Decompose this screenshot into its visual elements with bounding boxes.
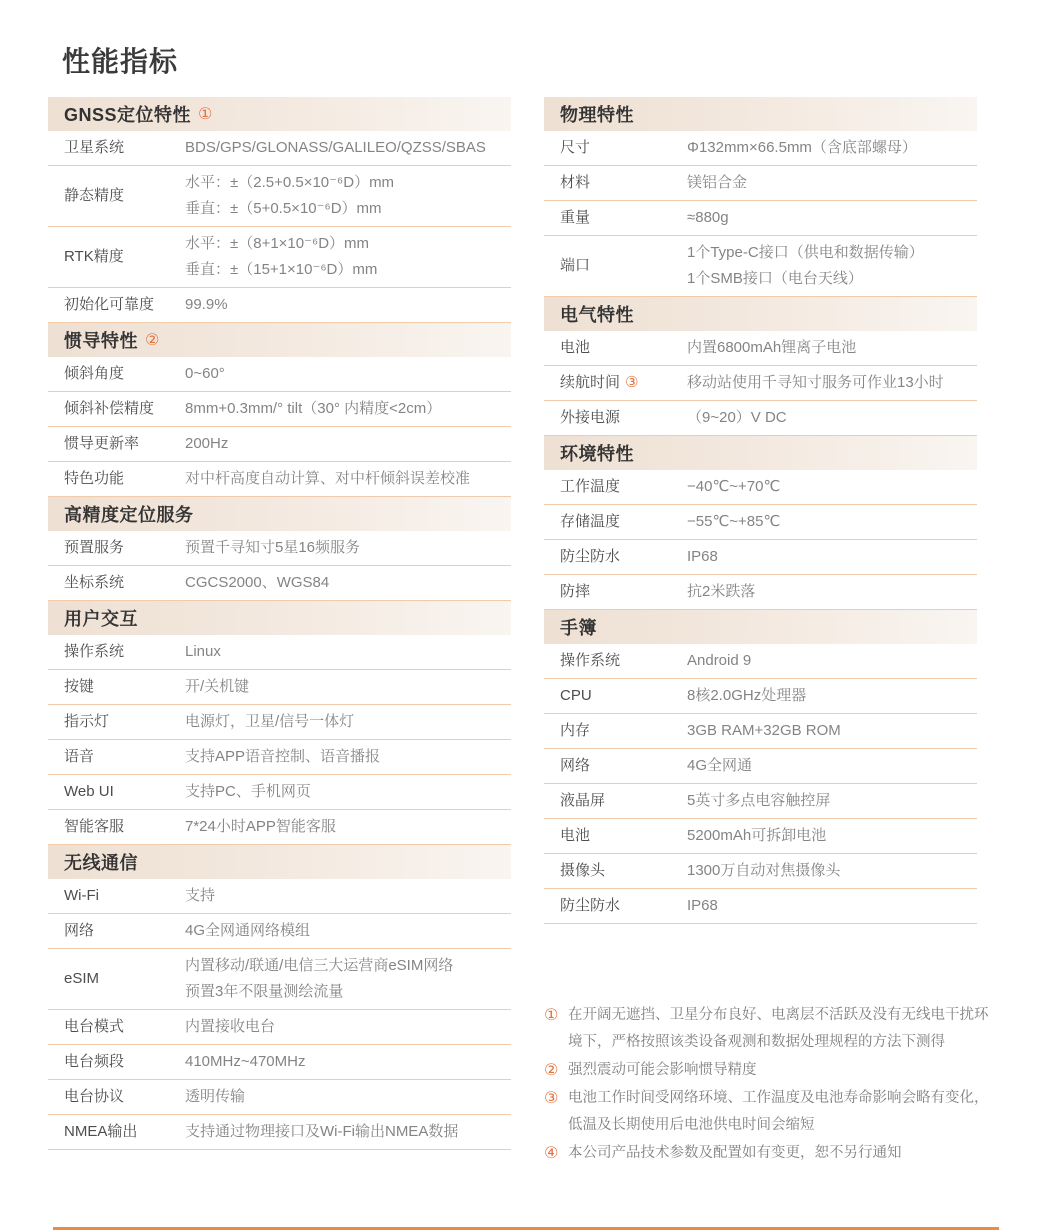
spec-value-line: 8核2.0GHz处理器 xyxy=(687,687,807,704)
spec-label xyxy=(48,1122,185,1142)
spec-value-line: Φ132mm×66.5mm（含底部螺母） xyxy=(687,139,917,156)
footnote xyxy=(544,1085,996,1139)
section-title: GNSS定位特性 xyxy=(64,105,192,125)
spec-row xyxy=(48,879,511,914)
spec-value-line: 5200mAh可拆卸电池 xyxy=(687,827,827,844)
spec-label-text: 电池 xyxy=(560,339,591,356)
spec-value-line: 支持通过物理接口及Wi-Fi输出NMEA数据 xyxy=(185,1123,459,1140)
spec-value xyxy=(185,231,377,283)
spec-row xyxy=(544,749,977,784)
spec-row xyxy=(544,401,977,436)
spec-label-text: RTK精度 xyxy=(64,248,124,265)
spec-label xyxy=(544,373,687,393)
spec-value-line: 支持 xyxy=(185,887,216,904)
section-header xyxy=(544,297,977,331)
spec-value xyxy=(185,1084,245,1110)
spec-value-line: 200Hz xyxy=(185,435,229,452)
spec-label-text: 智能客服 xyxy=(64,818,125,835)
spec-label-text: 惯导更新率 xyxy=(64,435,140,452)
spec-value xyxy=(185,779,311,805)
section-header xyxy=(48,323,511,357)
section-title: 手簿 xyxy=(560,618,597,638)
section-header xyxy=(544,97,977,131)
spec-label xyxy=(544,582,687,602)
spec-value-line: 99.9% xyxy=(185,296,228,313)
footnote-marker: ④ xyxy=(544,1145,559,1162)
spec-label xyxy=(48,295,185,315)
spec-value xyxy=(185,1049,305,1075)
spec-label-text: Wi-Fi xyxy=(64,887,99,904)
spec-label-text: 端口 xyxy=(560,257,591,274)
spec-value-line: Linux xyxy=(185,643,221,660)
spec-row xyxy=(48,705,511,740)
spec-row xyxy=(544,889,977,924)
spec-value-line: 内置6800mAh锂离子电池 xyxy=(687,339,857,356)
spec-label xyxy=(48,1017,185,1037)
footnote-marker: ② xyxy=(544,1062,559,1079)
spec-value-line: 7*24小时APP智能客服 xyxy=(185,818,336,835)
spec-label xyxy=(544,173,687,193)
spec-row xyxy=(48,566,511,601)
bottom-rule xyxy=(53,1227,999,1230)
spec-label-text: 内存 xyxy=(560,722,591,739)
spec-label-text: 尺寸 xyxy=(560,139,591,156)
section-title: 环境特性 xyxy=(560,444,634,464)
spec-label xyxy=(48,921,185,941)
spec-value-line: 预置3年不限量测绘流量 xyxy=(185,983,344,1000)
spec-label-text: 材料 xyxy=(560,174,591,191)
section-header xyxy=(48,845,511,879)
spec-value xyxy=(687,205,729,231)
spec-value xyxy=(185,431,228,457)
spec-value xyxy=(687,240,924,292)
spec-value-line: 410MHz~470MHz xyxy=(185,1053,306,1070)
page-title: 性能指标 xyxy=(62,46,179,77)
spec-value-line: IP68 xyxy=(687,897,718,914)
spec-label xyxy=(544,826,687,846)
spec-label-text: 电台模式 xyxy=(64,1018,125,1035)
spec-column-right xyxy=(544,97,977,924)
spec-label xyxy=(544,756,687,776)
spec-value xyxy=(687,509,780,535)
spec-label-text: 摄像头 xyxy=(560,862,606,879)
spec-label-text: 电池 xyxy=(560,827,591,844)
spec-row xyxy=(48,775,511,810)
section-header xyxy=(544,436,977,470)
spec-value-line: 5英寸多点电容触控屏 xyxy=(687,792,831,809)
section-header xyxy=(48,601,511,635)
spec-row xyxy=(544,505,977,540)
spec-row xyxy=(48,1010,511,1045)
spec-value-line: 1个SMB接口（电台天线） xyxy=(687,270,863,287)
spec-value-line: 垂直：±（5+0.5×10⁻⁶D）mm xyxy=(185,200,382,217)
spec-value-line: 移动站使用千寻知寸服务可作业13小时 xyxy=(687,374,944,391)
spec-value xyxy=(687,170,747,196)
spec-row xyxy=(544,714,977,749)
spec-row xyxy=(48,914,511,949)
spec-value xyxy=(185,1014,275,1040)
spec-row xyxy=(544,540,977,575)
spec-label-text: 防尘防水 xyxy=(560,897,621,914)
spec-label xyxy=(48,677,185,697)
spec-label xyxy=(48,886,185,906)
spec-label-text: 指示灯 xyxy=(64,713,110,730)
spec-value-line: Android 9 xyxy=(687,652,752,669)
spec-label-text: 预置服务 xyxy=(64,539,125,556)
spec-label-text: 倾斜角度 xyxy=(64,365,125,382)
footnote-text: 强烈震动可能会影响惯导精度 xyxy=(568,1062,757,1078)
spec-label xyxy=(48,247,185,267)
spec-label xyxy=(48,642,185,662)
spec-label xyxy=(544,338,687,358)
spec-value-line: 支持APP语音控制、语音播报 xyxy=(185,748,381,765)
spec-value xyxy=(687,753,752,779)
spec-value xyxy=(687,474,780,500)
spec-value xyxy=(185,292,228,318)
spec-value xyxy=(185,1119,458,1145)
spec-label xyxy=(544,512,687,532)
spec-row xyxy=(48,288,511,323)
spec-label-text: 静态精度 xyxy=(64,187,125,204)
spec-value-line: −40℃~+70℃ xyxy=(687,478,781,495)
spec-value-line: 支持PC、手机网页 xyxy=(185,783,311,800)
spec-label xyxy=(544,256,687,276)
spec-value-line: −55℃~+85℃ xyxy=(687,513,781,530)
footnote xyxy=(544,1140,996,1167)
spec-value xyxy=(687,405,787,431)
spec-label-text: 存储温度 xyxy=(560,513,621,530)
spec-label-text: 电台频段 xyxy=(64,1053,125,1070)
spec-label xyxy=(48,782,185,802)
spec-value xyxy=(687,370,944,396)
footnote-marker: ① xyxy=(544,1007,559,1024)
spec-label-text: 外接电源 xyxy=(560,409,621,426)
spec-label xyxy=(48,1052,185,1072)
spec-label-text: Web UI xyxy=(64,783,114,800)
spec-row xyxy=(48,810,511,845)
spec-label xyxy=(48,434,185,454)
spec-label-text: 操作系统 xyxy=(64,643,125,660)
section-header xyxy=(544,610,977,644)
spec-value xyxy=(185,744,380,770)
spec-row xyxy=(48,531,511,566)
spec-value xyxy=(687,579,755,605)
spec-value xyxy=(185,396,441,422)
spec-label-text: eSIM xyxy=(64,970,100,987)
spec-row xyxy=(544,470,977,505)
footnote-text: 本公司产品技术参数及配置如有变更，恕不另行通知 xyxy=(568,1145,902,1161)
spec-row xyxy=(48,427,511,462)
section-title: 高精度定位服务 xyxy=(64,505,194,525)
spec-row xyxy=(48,1080,511,1115)
footnote xyxy=(544,1057,996,1084)
spec-value-line: 0~60° xyxy=(185,365,225,382)
spec-label xyxy=(544,791,687,811)
spec-label-text: 特色功能 xyxy=(64,470,125,487)
spec-label-text: 工作温度 xyxy=(560,478,621,495)
spec-row xyxy=(48,166,511,227)
spec-value-line: 3GB RAM+32GB ROM xyxy=(687,722,841,739)
spec-value xyxy=(185,918,310,944)
spec-row xyxy=(48,670,511,705)
spec-value-line: 预置千寻知寸5星16频服务 xyxy=(185,539,361,556)
footnote-ref-marker: ① xyxy=(198,106,213,123)
spec-row xyxy=(48,462,511,497)
spec-label xyxy=(48,712,185,732)
spec-row xyxy=(48,740,511,775)
spec-value-line: BDS/GPS/GLONASS/GALILEO/QZSS/SBAS xyxy=(185,139,486,156)
spec-label-text: CPU xyxy=(560,687,592,704)
spec-label xyxy=(48,469,185,489)
spec-row xyxy=(544,166,977,201)
spec-value xyxy=(687,683,806,709)
spec-label xyxy=(48,538,185,558)
spec-value xyxy=(687,648,751,674)
spec-label-text: 按键 xyxy=(64,678,95,695)
spec-label xyxy=(48,747,185,767)
spec-row xyxy=(48,357,511,392)
spec-row xyxy=(48,131,511,166)
spec-value xyxy=(687,858,840,884)
spec-label xyxy=(544,408,687,428)
spec-row xyxy=(544,854,977,889)
spec-row xyxy=(544,236,977,297)
spec-row xyxy=(544,575,977,610)
spec-label-text: 网络 xyxy=(560,757,591,774)
spec-row xyxy=(544,366,977,401)
spec-row xyxy=(48,1115,511,1150)
spec-value-line: 水平：±（8+1×10⁻⁶D）mm xyxy=(185,235,370,252)
footnote-marker: ③ xyxy=(544,1090,559,1107)
spec-label xyxy=(544,861,687,881)
spec-value-line: 电源灯，卫星/信号一体灯 xyxy=(185,713,355,730)
spec-value-line: （9~20）V DC xyxy=(687,409,787,426)
spec-value xyxy=(687,893,718,919)
spec-label xyxy=(544,651,687,671)
spec-label-text: 坐标系统 xyxy=(64,574,125,591)
spec-row xyxy=(48,1045,511,1080)
section-title: 无线通信 xyxy=(64,853,138,873)
footnote-text: 电池工作时间受网络环境、工作温度及电池寿命影响会略有变化，低温及长期使用后电池供电时间会缩短 xyxy=(568,1090,989,1133)
spec-value-line: 1个Type-C接口（供电和数据传输） xyxy=(687,244,924,261)
spec-label-text: 操作系统 xyxy=(560,652,621,669)
spec-label-text: 液晶屏 xyxy=(560,792,606,809)
spec-value-line: 1300万自动对焦摄像头 xyxy=(687,862,841,879)
spec-label-text: 重量 xyxy=(560,209,591,226)
spec-value-line: 对中杆高度自动计算、对中杆倾斜误差校准 xyxy=(185,470,471,487)
section-header xyxy=(48,497,511,531)
spec-value-line: 水平：±（2.5+0.5×10⁻⁶D）mm xyxy=(185,174,395,191)
spec-label xyxy=(544,721,687,741)
spec-label-text: 续航时间 xyxy=(560,374,621,391)
spec-value-line: 开/关机键 xyxy=(185,678,250,695)
spec-label xyxy=(544,547,687,567)
spec-value-line: 内置移动/联通/电信三大运营商eSIM网络 xyxy=(185,957,454,974)
spec-value-line: 抗2米跌落 xyxy=(687,583,756,600)
spec-label-text: 电台协议 xyxy=(64,1088,125,1105)
spec-value xyxy=(185,953,453,1005)
spec-value xyxy=(185,135,486,161)
spec-row xyxy=(544,784,977,819)
spec-value-line: 内置接收电台 xyxy=(185,1018,276,1035)
spec-row xyxy=(544,201,977,236)
spec-row xyxy=(544,819,977,854)
spec-label-text: 网络 xyxy=(64,922,95,939)
spec-label xyxy=(48,138,185,158)
spec-value xyxy=(687,135,917,161)
spec-row xyxy=(48,635,511,670)
footnote-text: 在开阔无遮挡、卫星分布良好、电离层不活跃及没有无线电干扰环境下，严格按照该类设备观测和数据处理规程的方法下测得 xyxy=(568,1007,989,1050)
footnote xyxy=(544,1002,996,1056)
spec-row xyxy=(544,644,977,679)
spec-value xyxy=(185,639,221,665)
spec-value xyxy=(687,823,826,849)
spec-value xyxy=(185,535,360,561)
spec-row xyxy=(544,679,977,714)
spec-row xyxy=(544,331,977,366)
spec-label xyxy=(48,573,185,593)
spec-label xyxy=(544,686,687,706)
section-title: 用户交互 xyxy=(64,609,138,629)
spec-label xyxy=(48,817,185,837)
spec-value-line: 透明传输 xyxy=(185,1088,246,1105)
spec-value xyxy=(687,544,718,570)
spec-label xyxy=(544,477,687,497)
spec-value-line: 垂直：±（15+1×10⁻⁶D）mm xyxy=(185,261,378,278)
spec-value-line: 8mm+0.3mm/° tilt（30° 内精度<2cm） xyxy=(185,400,442,417)
spec-label xyxy=(544,896,687,916)
spec-label xyxy=(48,364,185,384)
spec-label-text: NMEA输出 xyxy=(64,1123,138,1140)
section-header xyxy=(48,97,511,131)
spec-row xyxy=(48,227,511,288)
spec-value xyxy=(185,674,249,700)
spec-row xyxy=(544,131,977,166)
spec-value xyxy=(185,709,354,735)
spec-value-line: 4G全网通网络模组 xyxy=(185,922,311,939)
spec-label-text: 卫星系统 xyxy=(64,139,125,156)
spec-label xyxy=(544,208,687,228)
spec-value xyxy=(185,883,215,909)
spec-value xyxy=(185,570,329,596)
spec-value-line: ≈880g xyxy=(687,209,729,226)
spec-value-line: 镁铝合金 xyxy=(687,174,748,191)
spec-label-text: 防摔 xyxy=(560,583,591,600)
footnote-ref-marker: ② xyxy=(145,332,160,349)
spec-value xyxy=(185,361,225,387)
footnote-ref-marker: ③ xyxy=(625,374,639,391)
spec-row xyxy=(48,392,511,427)
spec-value-line: CGCS2000、WGS84 xyxy=(185,574,330,591)
section-title: 电气特性 xyxy=(560,305,634,325)
spec-label xyxy=(48,969,185,989)
spec-column-left xyxy=(48,97,511,1150)
footnotes xyxy=(544,1002,996,1168)
spec-label-text: 初始化可靠度 xyxy=(64,296,155,313)
spec-value xyxy=(687,335,856,361)
spec-value-line: 4G全网通 xyxy=(687,757,753,774)
spec-row xyxy=(48,949,511,1010)
spec-label xyxy=(48,186,185,206)
spec-value xyxy=(185,170,394,222)
spec-label xyxy=(544,138,687,158)
section-title: 物理特性 xyxy=(560,105,634,125)
spec-label xyxy=(48,399,185,419)
spec-value xyxy=(185,466,470,492)
spec-value xyxy=(185,814,336,840)
spec-label-text: 防尘防水 xyxy=(560,548,621,565)
spec-value xyxy=(687,788,830,814)
spec-label-text: 倾斜补偿精度 xyxy=(64,400,155,417)
section-title: 惯导特性 xyxy=(64,331,138,351)
spec-value-line: IP68 xyxy=(687,548,718,565)
spec-value xyxy=(687,718,841,744)
spec-label xyxy=(48,1087,185,1107)
spec-label-text: 语音 xyxy=(64,748,95,765)
